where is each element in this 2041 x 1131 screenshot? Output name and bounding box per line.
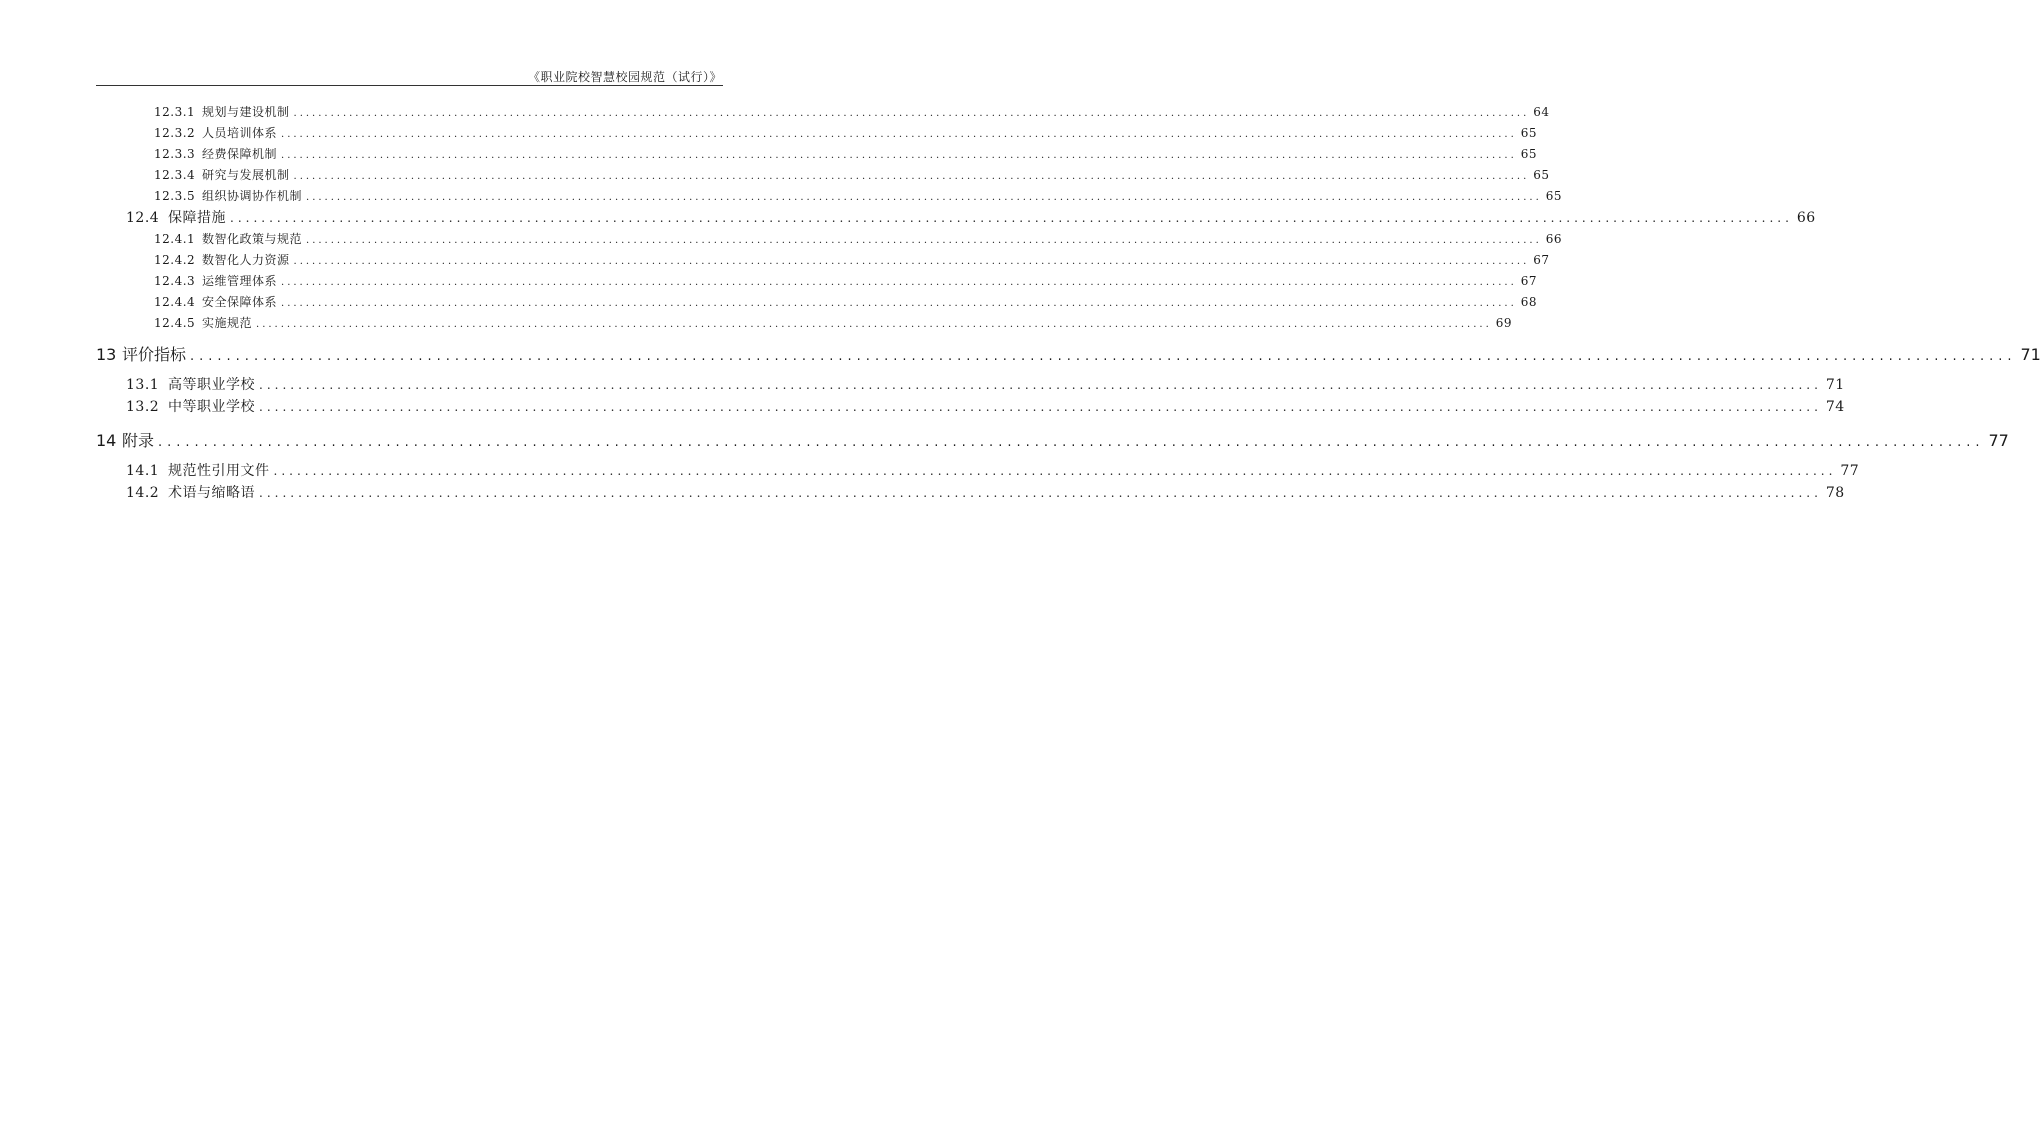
toc-dot-leader: ........................................................................................................................................................................................................ xyxy=(281,129,1517,140)
toc-dot-leader: ........................................................................................................................................................................................................ xyxy=(256,319,1492,330)
toc-entry-number: 12.3.2 xyxy=(154,126,196,140)
toc-subsection-entry[interactable] xyxy=(154,144,1538,164)
toc-entry-number: 12.4 xyxy=(126,210,160,226)
toc-dot-leader: ........................................................................................................................................................................................................ xyxy=(306,235,1542,246)
toc-subsection-entry[interactable] xyxy=(154,102,1550,122)
header-divider xyxy=(96,85,723,86)
toc-section-entry[interactable] xyxy=(126,482,1845,504)
toc-section-entry[interactable] xyxy=(126,207,1816,229)
toc-section-entry[interactable] xyxy=(126,460,1860,482)
toc-entry-number: 12.4.5 xyxy=(154,316,196,330)
toc-entry-number: 14.1 xyxy=(126,463,160,479)
toc-entry-title: 保障措施 xyxy=(168,210,226,226)
toc-entry-page-number: 65 xyxy=(1520,147,1538,161)
toc-entry-number: 12.3.3 xyxy=(154,147,196,161)
toc-dot-leader: ........................................................................................................................................................................................................ xyxy=(259,486,1822,500)
toc-entry-page-number: 65 xyxy=(1545,189,1563,203)
toc-entry-title: 组织协调协作机制 xyxy=(202,189,303,203)
toc-dot-leader: ........................................................................................................................................................................................................ xyxy=(281,298,1517,309)
toc-subsection-entry[interactable] xyxy=(154,123,1538,143)
toc-entry-title: 经费保障机制 xyxy=(202,147,278,161)
toc-entry-title: 人员培训体系 xyxy=(202,126,278,140)
toc-entry-title: 规划与建设机制 xyxy=(202,105,290,119)
toc-entry-page-number: 64 xyxy=(1533,105,1550,119)
toc-entry-title: 数智化政策与规范 xyxy=(202,232,303,246)
toc-dot-leader: ........................................................................................................................................................................................................ xyxy=(190,349,2017,364)
toc-entry-page-number: 77 xyxy=(1988,431,2009,450)
toc-entry-page-number: 74 xyxy=(1825,399,1845,415)
toc-entry-number: 12.3.5 xyxy=(154,189,196,203)
toc-dot-leader: ........................................................................................................................................................................................................ xyxy=(293,256,1530,267)
toc-entry-title: 安全保障体系 xyxy=(202,295,278,309)
toc-subsection-entry[interactable] xyxy=(154,313,1513,333)
toc-entry-number: 12.4.2 xyxy=(154,253,196,267)
toc-entry-title: 术语与缩略语 xyxy=(168,485,255,501)
toc-entry-title: 附录 xyxy=(122,431,155,450)
toc-entry-number: 12.3.1 xyxy=(154,105,196,119)
toc-entry-page-number: 78 xyxy=(1825,485,1845,501)
toc-entry-number: 12.4.3 xyxy=(154,274,196,288)
toc-section-entry[interactable] xyxy=(126,374,1845,396)
toc-dot-leader: ........................................................................................................................................................................................................ xyxy=(293,108,1530,119)
toc-entry-number: 14 xyxy=(96,431,117,450)
toc-subsection-entry[interactable] xyxy=(154,250,1550,270)
toc-dot-leader: ........................................................................................................................................................................................................ xyxy=(293,171,1530,182)
toc-dot-leader: ........................................................................................................................................................................................................ xyxy=(281,150,1517,161)
toc-entry-title: 高等职业学校 xyxy=(168,377,255,393)
toc-entry-page-number: 66 xyxy=(1545,232,1563,246)
toc-chapter-entry[interactable] xyxy=(96,342,2041,368)
toc-entry-number: 13.1 xyxy=(126,377,160,393)
toc-entry-title: 规范性引用文件 xyxy=(168,463,270,479)
toc-dot-leader: ........................................................................................................................................................................................................ xyxy=(281,277,1517,288)
toc-entry-title: 运维管理体系 xyxy=(202,274,278,288)
toc-entry-page-number: 71 xyxy=(2020,345,2041,364)
toc-entry-title: 评价指标 xyxy=(122,345,187,364)
toc-entry-page-number: 69 xyxy=(1495,316,1513,330)
toc-entry-number: 12.4.4 xyxy=(154,295,196,309)
toc-entry-page-number: 68 xyxy=(1520,295,1538,309)
toc-entry-number: 13.2 xyxy=(126,399,160,415)
toc-dot-leader: ........................................................................................................................................................................................................ xyxy=(306,192,1542,203)
toc-dot-leader: ........................................................................................................................................................................................................ xyxy=(158,435,1985,450)
toc-dot-leader: ........................................................................................................................................................................................................ xyxy=(230,211,1793,225)
toc-entry-page-number: 71 xyxy=(1825,377,1845,393)
toc-subsection-entry[interactable] xyxy=(154,186,1563,206)
toc-entry-title: 中等职业学校 xyxy=(168,399,255,415)
toc-dot-leader: ........................................................................................................................................................................................................ xyxy=(259,400,1822,414)
document-header-title: 《职业院校智慧校园规范（试行）》 xyxy=(527,70,722,84)
toc-entry-page-number: 65 xyxy=(1533,168,1550,182)
toc-subsection-entry[interactable] xyxy=(154,271,1538,291)
toc-section-entry[interactable] xyxy=(126,396,1845,418)
toc-entry-number: 13 xyxy=(96,345,117,364)
toc-entry-page-number: 67 xyxy=(1533,253,1550,267)
toc-subsection-entry[interactable] xyxy=(154,165,1550,185)
toc-dot-leader: ........................................................................................................................................................................................................ xyxy=(273,464,1837,478)
toc-dot-leader: ........................................................................................................................................................................................................ xyxy=(259,378,1822,392)
toc-entry-page-number: 65 xyxy=(1520,126,1538,140)
toc-entry-number: 14.2 xyxy=(126,485,160,501)
toc-entry-number: 12.3.4 xyxy=(154,168,196,182)
toc-entry-page-number: 77 xyxy=(1840,463,1860,479)
toc-entry-page-number: 67 xyxy=(1520,274,1538,288)
toc-entry-page-number: 66 xyxy=(1796,210,1816,226)
toc-subsection-entry[interactable] xyxy=(154,229,1563,249)
toc-entry-title: 研究与发展机制 xyxy=(202,168,290,182)
toc-entry-number: 12.4.1 xyxy=(154,232,196,246)
toc-chapter-entry[interactable] xyxy=(96,428,2009,454)
toc-subsection-entry[interactable] xyxy=(154,292,1538,312)
toc-entry-title: 数智化人力资源 xyxy=(202,253,290,267)
toc-entry-title: 实施规范 xyxy=(202,316,253,330)
